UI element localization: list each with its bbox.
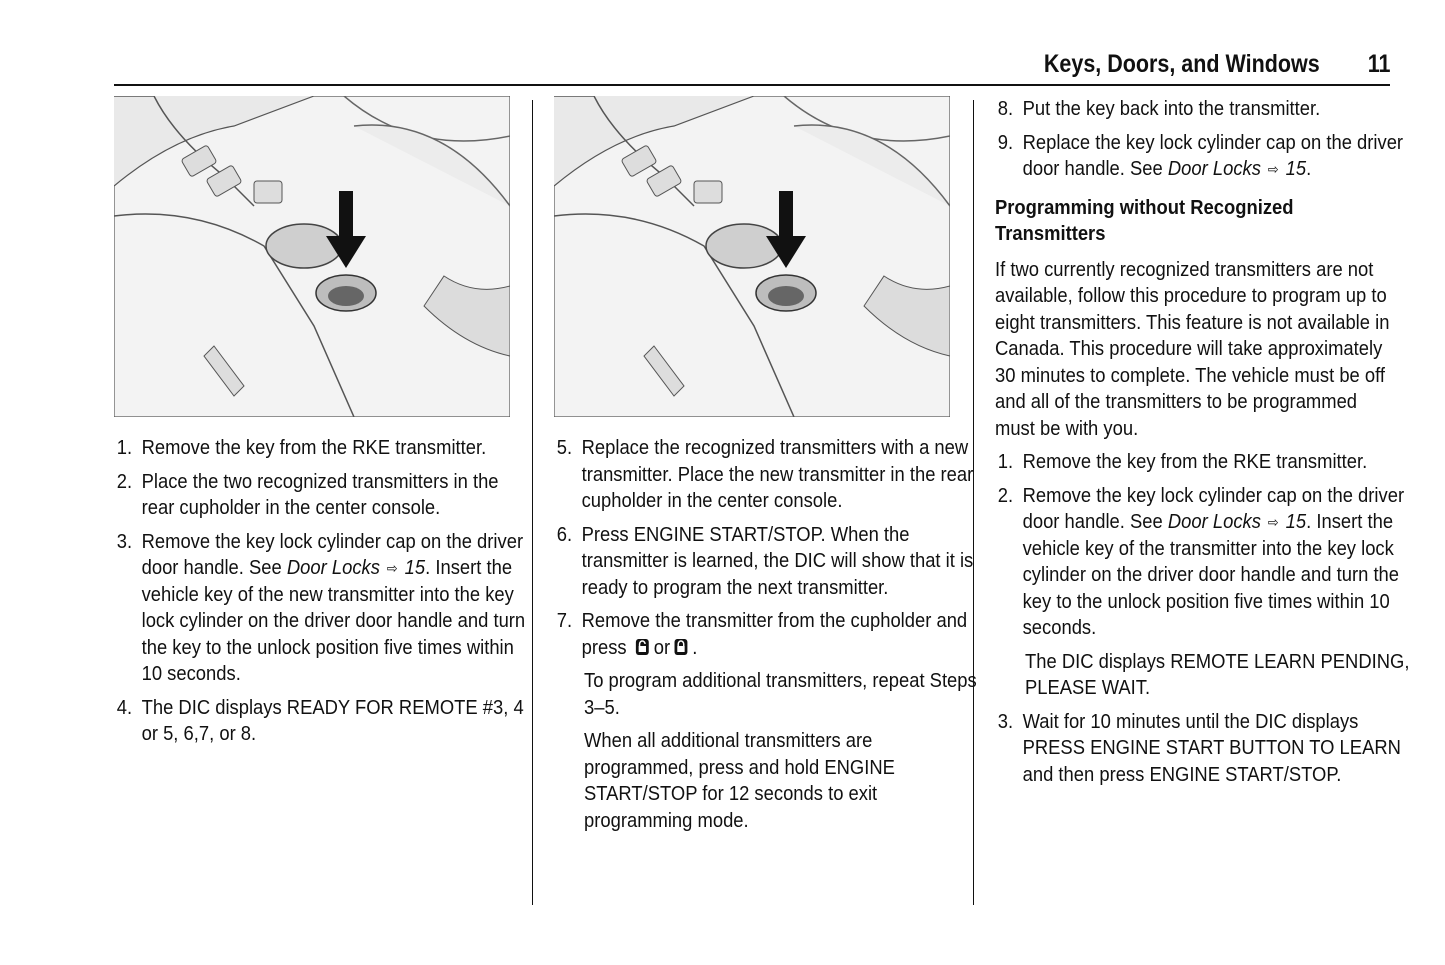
column-3 xyxy=(995,96,1410,795)
step-item: 1. Remove the key from the RKE transmitter. xyxy=(116,437,487,459)
intro-paragraph: If two currently recognized transmitters are not available, follow this procedure to program up to eight transmitters. This feature is not available in Canada. This procedure will take approximately 30 minutes to complete. The vehicle must be off and all of the transmitters to be programmed must be with you. xyxy=(995,258,1390,440)
door-locks-link[interactable]: Door Locks xyxy=(286,557,380,579)
door-locks-link[interactable]: Door Locks xyxy=(1167,158,1261,180)
step-item: 1. Remove the key from the RKE transmitter. xyxy=(997,451,1368,473)
page-header xyxy=(114,44,1390,86)
step-item: 4. The DIC displays READY FOR REMOTE #3, 4 or 5, 6,7, or 8. xyxy=(116,696,524,745)
step-item: 3. Remove the key lock cylinder cap on the driver door handle. See Door Locks ⇨ 15. Insert the vehicle key of the new transmitter into the key lock cylinder on the driver door handle and turn the key to the unlock position five times within 10 seconds. xyxy=(116,530,526,685)
page-number: 11 xyxy=(1367,50,1390,78)
section-subheading: Programming without Recognized Transmitters xyxy=(995,196,1294,245)
page-reference-arrow-icon: ⇨ xyxy=(1267,161,1279,177)
step-item: 2. Remove the key lock cylinder cap on the driver door handle. See Door Locks ⇨ 15. Insert the vehicle key of the transmitter into the key lock cylinder on the driver door handle and turn the key to the unlock position five times within 10 seconds. xyxy=(997,484,1405,639)
page-reference-arrow-icon: ⇨ xyxy=(1267,514,1279,530)
column-2 xyxy=(554,96,977,841)
step-item: 3. Wait for 10 minutes until the DIC displays PRESS ENGINE START BUTTON TO LEARN and then press ENGINE START/STOP. xyxy=(997,710,1401,786)
step-item: 7. Remove the transmitter from the cupholder and press or . xyxy=(556,610,968,659)
step-item: 8. Put the key back into the transmitter. xyxy=(997,98,1321,120)
step-item: 6. Press ENGINE START/STOP. When the transmitter is learned, the DIC will show that it is ready to program the next transmitter. xyxy=(556,523,974,599)
step-item: 5. Replace the recognized transmitters with a new transmitter. Place the new transmitter in the rear cupholder in the center console. xyxy=(556,437,974,512)
door-locks-link[interactable]: Door Locks xyxy=(1167,511,1261,533)
paragraph: When all additional transmitters are programmed, press and hold ENGINE START/STOP for 12 seconds to exit programming mode. xyxy=(584,730,895,832)
column-1 xyxy=(114,96,526,755)
page-reference-arrow-icon: ⇨ xyxy=(386,560,398,576)
section-title: Keys, Doors, and Windows xyxy=(1044,50,1320,78)
paragraph: The DIC displays REMOTE LEARN PENDING, PLEASE WAIT. xyxy=(1025,650,1410,699)
console-cupholder-illustration xyxy=(114,96,510,417)
paragraph: To program additional transmitters, repeat Steps 3–5. xyxy=(584,670,977,719)
lock-icon xyxy=(674,638,689,656)
console-cupholder-illustration-2 xyxy=(554,96,950,417)
unlock-icon xyxy=(635,638,650,656)
step-item: 2. Place the two recognized transmitters in the rear cupholder in the center console. xyxy=(116,470,499,519)
step-item: 9. Replace the key lock cylinder cap on the driver door handle. See Door Locks ⇨ 15. xyxy=(995,130,1420,183)
